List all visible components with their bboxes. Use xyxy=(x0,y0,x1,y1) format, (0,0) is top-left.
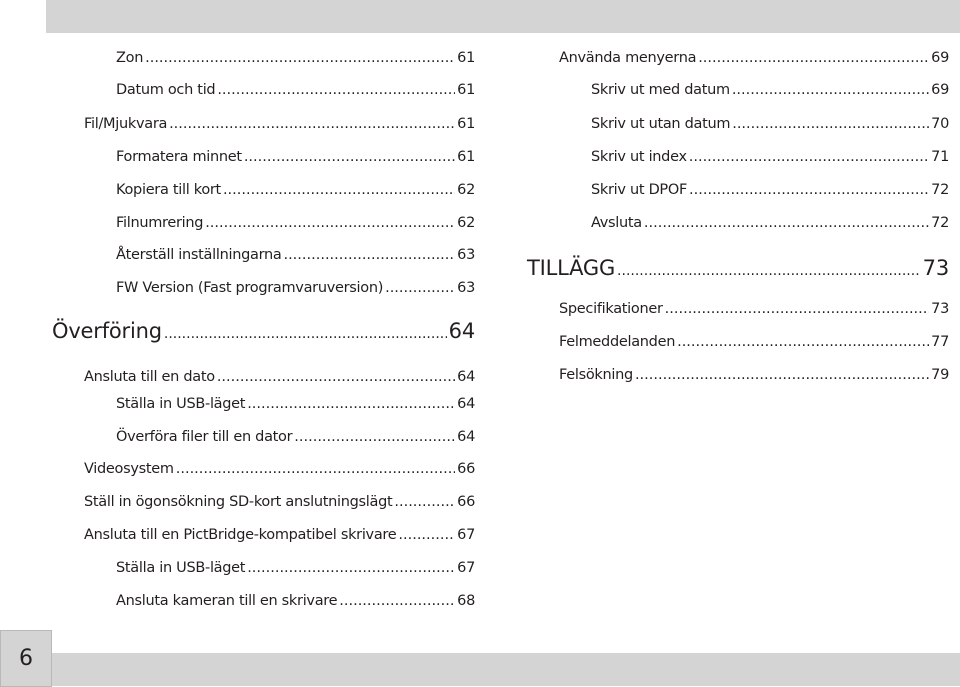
toc-entry[interactable] xyxy=(116,280,475,300)
toc-entry-label: FW Version (Fast programvaruversion) xyxy=(116,280,384,296)
toc-entry-page: 67 xyxy=(457,560,475,576)
toc-entry-label: Specifikationer xyxy=(559,301,663,317)
toc-entry-label: Återställ inställningarna xyxy=(116,247,282,263)
toc-entry-page: 70 xyxy=(931,116,949,132)
toc-entry-label: Felmeddelanden xyxy=(559,334,676,350)
toc-entry-page: 71 xyxy=(931,149,949,165)
toc-leader-dots xyxy=(732,116,929,132)
toc-entry-label: Avsluta xyxy=(591,215,642,231)
toc-entry-page: 64 xyxy=(457,396,475,412)
toc-leader-dots xyxy=(217,369,455,385)
toc-leader-dots xyxy=(164,326,447,342)
toc-entry[interactable] xyxy=(559,334,949,354)
toc-entry[interactable] xyxy=(559,50,949,70)
toc-entry[interactable] xyxy=(84,461,475,481)
toc-leader-dots xyxy=(398,527,455,543)
toc-leader-dots xyxy=(394,494,455,510)
toc-entry-page: 61 xyxy=(457,50,475,66)
toc-entry-page: 66 xyxy=(457,461,475,477)
page-number-tab xyxy=(0,630,52,687)
toc-entry[interactable] xyxy=(116,396,475,416)
toc-entry-label: Ansluta till en dato xyxy=(84,369,215,385)
toc-entry-page: 63 xyxy=(457,247,475,263)
toc-entry-label: Filnumrering xyxy=(116,215,204,231)
toc-leader-dots xyxy=(217,82,455,98)
toc-entry-page: 64 xyxy=(457,369,475,385)
toc-entry-label: Skriv ut DPOF xyxy=(591,182,688,198)
toc-leader-dots xyxy=(644,215,929,231)
toc-entry[interactable] xyxy=(116,560,475,580)
toc-leader-dots xyxy=(169,116,455,132)
toc-leader-dots xyxy=(145,50,455,66)
toc-entry-label: Använda menyerna xyxy=(559,50,697,66)
toc-entry-page: 79 xyxy=(931,367,949,383)
toc-entry[interactable] xyxy=(591,215,949,235)
toc-entry[interactable] xyxy=(84,527,475,547)
page-number: 6 xyxy=(19,646,33,671)
toc-entry-label: Överföra filer till en dator xyxy=(116,429,293,445)
toc-entry-label: Videosystem xyxy=(84,461,174,477)
toc-entry[interactable] xyxy=(559,301,949,321)
toc-entry[interactable] xyxy=(116,82,475,102)
toc-entry-page: 73 xyxy=(922,256,949,280)
toc-entry[interactable] xyxy=(116,50,475,70)
toc-entry[interactable] xyxy=(84,494,475,514)
toc-entry-label: Överföring xyxy=(52,319,162,343)
toc-leader-dots xyxy=(677,334,929,350)
toc-entry-label: Formatera minnet xyxy=(116,149,242,165)
toc-entry-label: Ansluta kameran till en skrivare xyxy=(116,593,338,609)
toc-entry-page: 72 xyxy=(931,215,949,231)
toc-entry-page: 67 xyxy=(457,527,475,543)
toc-entry-label: Skriv ut index xyxy=(591,149,687,165)
toc-entry-page: 63 xyxy=(457,280,475,296)
toc-leader-dots xyxy=(385,280,455,296)
toc-leader-dots xyxy=(283,247,455,263)
toc-entry-label: Skriv ut med datum xyxy=(591,82,730,98)
toc-entry-label: Kopiera till kort xyxy=(116,182,221,198)
toc-leader-dots xyxy=(665,301,929,317)
toc-entry[interactable] xyxy=(116,247,475,267)
toc-entry-label: Datum och tid xyxy=(116,82,216,98)
toc-leader-dots xyxy=(617,263,921,279)
toc-entry[interactable] xyxy=(84,116,475,136)
toc-entry[interactable] xyxy=(116,429,475,449)
header-bar xyxy=(46,0,960,33)
toc-leader-dots xyxy=(689,182,929,198)
toc-entry-page: 64 xyxy=(448,319,475,343)
toc-leader-dots xyxy=(247,560,455,576)
toc-entry-page: 64 xyxy=(457,429,475,445)
toc-entry[interactable] xyxy=(84,369,475,389)
toc-entry-page: 77 xyxy=(931,334,949,350)
toc-entry-label: TILLÄGG xyxy=(527,256,616,280)
toc-entry[interactable] xyxy=(591,149,949,169)
toc-entry-page: 66 xyxy=(457,494,475,510)
toc-entry-page: 61 xyxy=(457,149,475,165)
toc-section-heading[interactable] xyxy=(52,319,475,347)
toc-leader-dots xyxy=(635,367,929,383)
toc-entry[interactable] xyxy=(116,215,475,235)
toc-entry-label: Ställ in ögonsökning SD-kort anslutningslägt xyxy=(84,494,393,510)
toc-leader-dots xyxy=(732,82,929,98)
toc-entry-page: 61 xyxy=(457,116,475,132)
toc-entry-label: Skriv ut utan datum xyxy=(591,116,731,132)
toc-section-heading[interactable] xyxy=(527,256,949,284)
toc-entry[interactable] xyxy=(116,149,475,169)
toc-entry-label: Felsökning xyxy=(559,367,633,383)
toc-entry[interactable] xyxy=(116,182,475,202)
toc-leader-dots xyxy=(339,593,455,609)
toc-entry[interactable] xyxy=(591,182,949,202)
toc-entry-page: 72 xyxy=(931,182,949,198)
footer-bar xyxy=(52,653,960,686)
toc-leader-dots xyxy=(698,50,929,66)
toc-leader-dots xyxy=(223,182,455,198)
toc-entry-page: 68 xyxy=(457,593,475,609)
toc-entry-page: 61 xyxy=(457,82,475,98)
toc-entry-label: Fil/Mjukvara xyxy=(84,116,168,132)
toc-entry-label: Zon xyxy=(116,50,144,66)
toc-entry-page: 69 xyxy=(931,50,949,66)
toc-entry-label: Ställa in USB-läget xyxy=(116,396,246,412)
toc-entry-label: Ansluta till en PictBridge-kompatibel skrivare xyxy=(84,527,397,543)
toc-entry-page: 62 xyxy=(457,215,475,231)
toc-entry[interactable] xyxy=(591,116,949,136)
toc-leader-dots xyxy=(247,396,455,412)
toc-entry-page: 62 xyxy=(457,182,475,198)
toc-leader-dots xyxy=(176,461,455,477)
toc-leader-dots xyxy=(689,149,929,165)
toc-entry[interactable] xyxy=(559,367,949,387)
toc-leader-dots xyxy=(294,429,455,445)
toc-leader-dots xyxy=(244,149,455,165)
toc-entry-page: 69 xyxy=(931,82,949,98)
toc-leader-dots xyxy=(205,215,455,231)
toc-entry[interactable] xyxy=(116,593,475,613)
toc-entry[interactable] xyxy=(591,82,949,102)
toc-entry-page: 73 xyxy=(931,301,949,317)
toc-entry-label: Ställa in USB-läget xyxy=(116,560,246,576)
